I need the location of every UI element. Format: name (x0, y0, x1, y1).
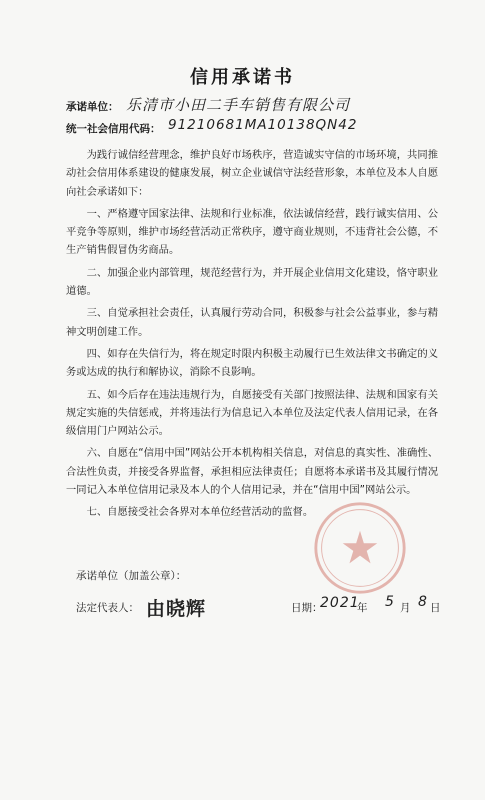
date-day-handwritten: 8 (418, 594, 428, 610)
company-seal-stamp (312, 500, 408, 596)
document-title: 信用承诺书 (190, 67, 295, 88)
date-label: 日期： (291, 602, 323, 614)
commitment-body (66, 146, 438, 522)
clause-6: 六、自愿在“信用中国”网站公开本机构相关信息，对信息的真实性、准确性、合法性负责，并接受各界监督，承担相应法律责任；自愿将本承诺书及其履行情况一同记入本单位信用记录及本人的个人信用记录，并在“信用中国”网站公示。 (66, 447, 438, 497)
credit-code-handwritten: 91210681MA10138QN42 (168, 117, 358, 133)
day-char: 日 (430, 602, 441, 614)
signing-unit-label: 承诺单位（加盖公章）： (76, 570, 187, 582)
unit-name-handwritten: 乐清市小田二手车销售有限公司 (126, 96, 351, 114)
clause-1: 一、严格遵守国家法律、法规和行业标准，依法诚信经营，践行诚实信用、公平竞争等原则，维护市场经营活动正常秩序，遵守商业规则，不违背社会公德，不生产销售假冒伪劣商品。 (66, 207, 438, 257)
date-year-handwritten: 2021 (320, 595, 360, 611)
clause-7: 七、自愿接受社会各界对本单位经营活动的监督。 (86, 506, 314, 519)
clause-4: 四、如存在失信行为，将在规定时限内积极主动履行已生效法律文书确定的义务或达成的执行和解协议，消除不良影响。 (66, 347, 438, 379)
date-month-handwritten: 5 (385, 594, 395, 610)
unit-label: 承诺单位： (66, 101, 119, 113)
intro-paragraph: 为践行诚信经营理念，维护良好市场秩序，营造诚实守信的市场环境，共同推动社会信用体系建设的健康发展，树立企业诚信守法经营形象，本单位及本人自愿向社会承诺如下： (66, 149, 438, 198)
clause-2: 二、加强企业内部管理，规范经营行为，并开展企业信用文化建设，恪守职业道德。 (66, 266, 438, 298)
clause-5: 五、如今后存在违法违规行为，自愿接受有关部门按照法律、法规和国家有关规定实施的失信惩戒，并将违法行为信息记入本单位及法定代表人信用记录，在各级信用门户网站公示。 (66, 388, 438, 438)
month-char: 月 (400, 602, 411, 614)
credit-code-label: 统一社会信用代码： (66, 123, 161, 135)
clause-3: 三、自觉承担社会责任，认真履行劳动合同，积极参与社会公益事业，参与精神文明创建工作。 (66, 307, 438, 338)
year-char: 年 (357, 602, 368, 614)
legal-rep-label: 法定代表人： (76, 602, 139, 614)
legal-rep-signature: 由晓辉 (146, 598, 207, 620)
